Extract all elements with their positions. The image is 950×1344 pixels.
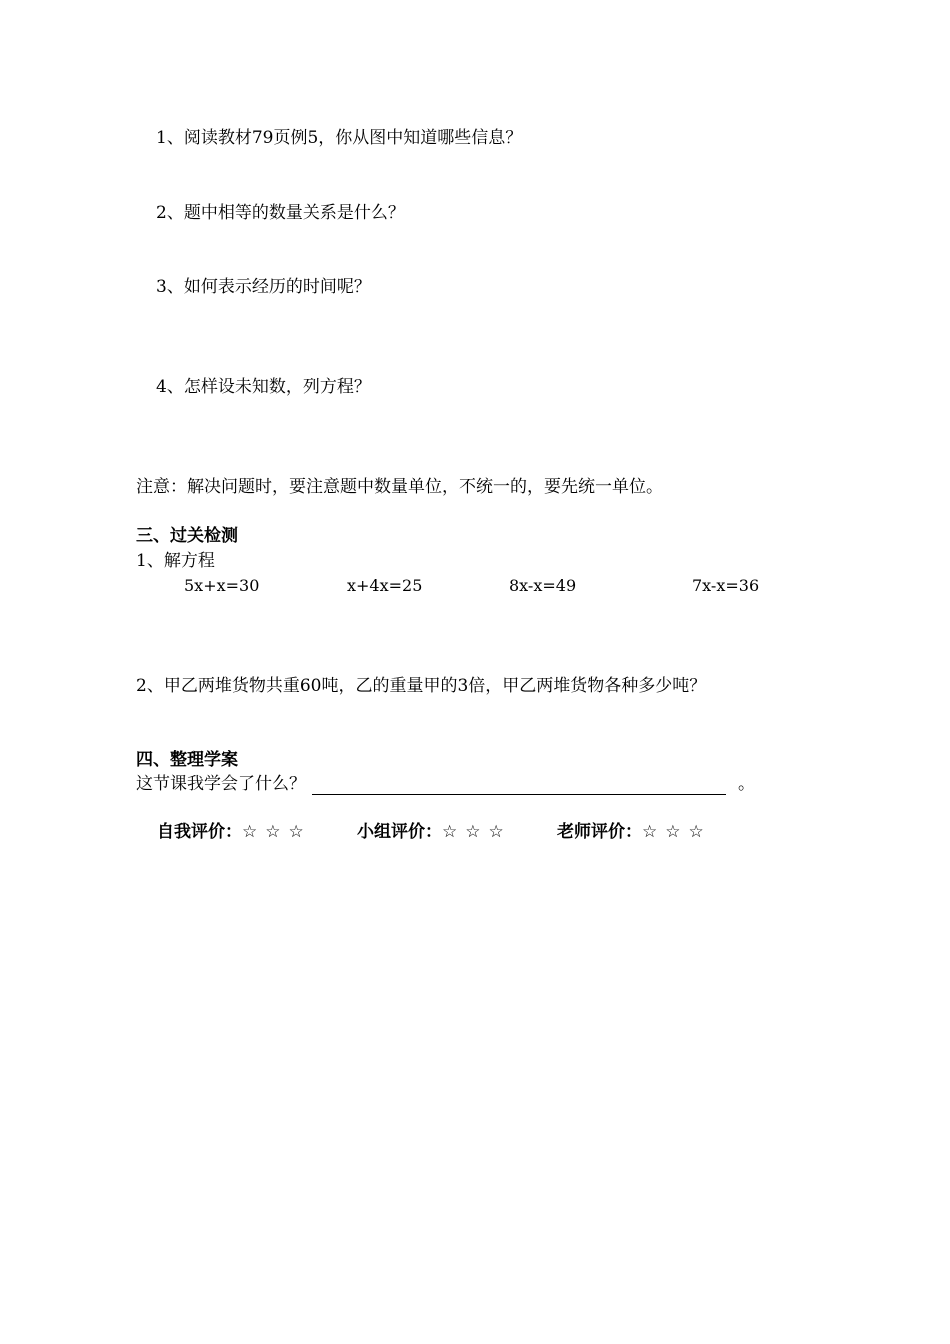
teacher-evaluation (557, 820, 712, 844)
equation-3: 8x-x=49 (509, 576, 577, 595)
group-evaluation-stars[interactable]: ☆☆☆ (442, 822, 512, 842)
teacher-evaluation-label: 老师评价： (557, 822, 642, 842)
equation-4: 7x-x=36 (692, 576, 760, 595)
equation-2: x+4x=25 (347, 576, 423, 595)
self-evaluation (157, 820, 312, 844)
summary-prompt: 这节课我学会了什么？ (136, 774, 306, 794)
section-3-title: 三、过关检测 (136, 526, 238, 546)
section-4-title: 四、整理学案 (136, 750, 238, 770)
group-evaluation-label: 小组评价： (357, 822, 442, 842)
section-3-item-1: 1、解方程 (136, 551, 215, 571)
teacher-evaluation-stars[interactable]: ☆☆☆ (642, 822, 712, 842)
question-2: 2、题中相等的数量关系是什么？ (156, 203, 405, 223)
group-evaluation (357, 820, 512, 844)
equation-1: 5x+x=30 (184, 576, 260, 595)
summary-row (136, 773, 755, 795)
self-evaluation-stars[interactable]: ☆☆☆ (242, 822, 312, 842)
self-evaluation-label: 自我评价： (157, 822, 242, 842)
question-3: 3、如何表示经历的时间呢？ (156, 277, 371, 297)
note-text: 注意：解决问题时，要注意题中数量单位，不统一的，要先统一单位。 (136, 477, 663, 497)
question-1: 1、阅读教材79页例5，你从图中知道哪些信息？ (156, 128, 523, 148)
summary-answer-blank[interactable] (312, 776, 726, 795)
section-3-item-2: 2、甲乙两堆货物共重60吨，乙的重量甲的3倍，甲乙两堆货物各种多少吨？ (136, 676, 707, 696)
summary-end-mark: 。 (738, 774, 755, 794)
question-4: 4、怎样设未知数，列方程？ (156, 377, 371, 397)
